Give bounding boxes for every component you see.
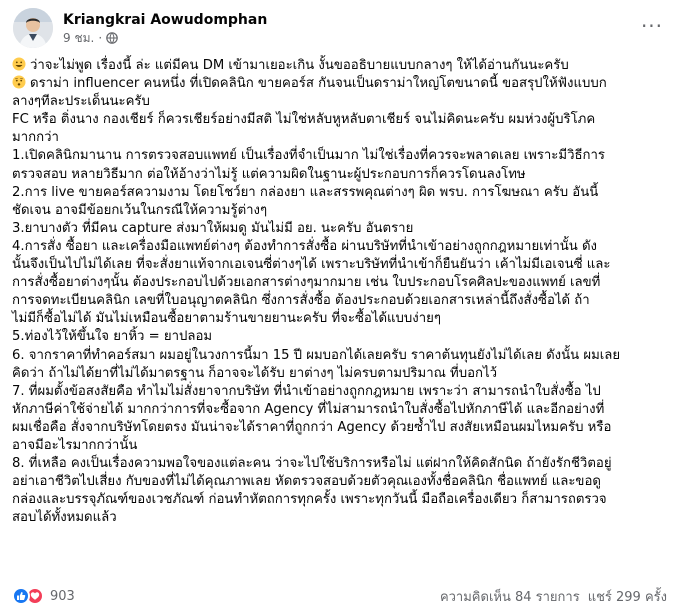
post-text-line (12, 419, 669, 437)
post-text: ว่าจะไม่พูด เรื่องนี้ ล่ะ แต่มีคน DM เข้ามาเยอะเกิน งั้นขออธิบายแบบกลางๆ ให้ได้อ่านกันนะครับ (30, 58, 569, 73)
post-text: 7. ที่ผมตั้งข้อสงสัยคือ ทำไมไม่สั่งยาจากบริษัท ที่นำเข้าอย่างถูกกฎหมาย เพราะว่า สามารถนำใบสั่งซื้อ ไป (12, 383, 601, 399)
post-text-line (12, 383, 669, 401)
post-text-line (12, 111, 669, 129)
post-text: 5.ท่องไว้ให้ขึ้นใจ ยาหิ้ว = ยาปลอม (12, 329, 213, 345)
post-text-line (12, 147, 669, 165)
post-stats (440, 586, 667, 607)
post-body (12, 57, 669, 527)
author-block (63, 11, 267, 46)
author-name[interactable]: Kriangkrai Aowudomphan (63, 11, 268, 28)
post-text-line (12, 509, 669, 527)
post-text: กล่องและบรรจุภัณฑ์ของเวชภัณฑ์ ก่อนทำหัตถการทุกครั้ง เพราะทุกวันนี้ มือถือเครื่องเดียว ก็สามารถตรวจ (12, 492, 607, 508)
hush-emoji-icon (12, 75, 26, 89)
post-text: อาจมีอะไรมากกว่านั้น (12, 437, 138, 453)
post-meta (63, 30, 267, 46)
post-text: ชัดเจน อาจมีข้อยกเว้นในกรณีให้ความรู้ต่างๆ (12, 202, 268, 218)
post-text-line (12, 328, 669, 346)
post-text: ไม่มีก็ซื้อไม่ได้ มันไม่เหมือนซื้อยาตามร้านขายยานะครับ ที่จะซื้อได้แบบง่ายๆ (12, 311, 441, 327)
reaction-count: 903 (50, 588, 75, 604)
post-text-line (12, 473, 669, 491)
post-text: 1.เปิดคลินิกมานาน การตรวจสอบแพทย์ เป็นเรื่องที่จำเป็นมาก ไม่ใช่เรื่องที่ควรจะพลาดเลย เพราะมีวิธีการ (12, 148, 606, 164)
post-text-line (12, 256, 669, 274)
post-text: ตรวจสอบ หลายวิธีมาก ต่อให้อ้างว่าไม่รู้ แต่ความผิดในฐานะผู้ประกอบการก็ควรโดนลงโทษ (12, 166, 526, 182)
post-text-line (12, 166, 669, 184)
post-text-line (12, 202, 669, 220)
post-text: มากกว่า (12, 130, 59, 146)
post-text-line (12, 365, 669, 383)
post-text-line (12, 220, 669, 238)
post-time[interactable]: 9 ชม. (63, 30, 95, 45)
post-text: ดราม่า influencer คนหนึ่ง ที่เปิดคลินิก ขายคอร์ส กันจนเป็นดราม่าใหญ่โตขนาดนี้ ขอสรุปให้ฟังแบบก (30, 76, 607, 92)
post-text: สอบได้ทั้งหมดแล้ว (12, 510, 117, 526)
post-text-line (12, 455, 669, 473)
post-text-line (12, 274, 669, 292)
post-text-line (12, 184, 669, 202)
post-text-line (12, 75, 669, 93)
post-text: 3.ยาบางตัว ที่มีคน capture ส่งมาให้ผมดู มันไม่มี อย. นะครับ อันตราย (12, 220, 414, 236)
shares-count[interactable]: แชร์ 299 ครั้ง (587, 589, 667, 605)
post-text-line (12, 93, 669, 111)
post-text: ผมเชื่อคือ สั่งจากบริษัทโดยตรง มันน่าจะได้ราคาที่ถูกกว่า Agency ด้วยซ้ำไป สงสัยเหมือนผมไหมครับ หรือ (12, 419, 612, 435)
post-text-line (12, 401, 669, 419)
meta-separator: · (98, 30, 103, 45)
post-text-line (12, 347, 669, 365)
post-text-line (12, 238, 669, 256)
post-text-line (12, 437, 669, 455)
post-text: นั้นจึงเป็นไปไม่ได้เลย ที่จะสั่งยาแท้จากเอเจนซี่ต่างๆได้ เพราะบริษัทที่นำเข้าก็ยืนยันว่า เค้าไม่มีเอเจนซี่ และ (12, 257, 611, 273)
post-text: 4.การสั่ง ซื้อยา และเครื่องมือแพทย์ต่างๆ ต้องทำการสั่งซื้อ ผ่านบริษัทที่นำเข้าอย่างถูกกฎหมายเท่านั้น ดัง (12, 238, 597, 254)
post-text: 2.การ live ขายคอร์สความงาม โดยโชว์ยา กล่องยา และสรรพคุณต่างๆ ผิด พรบ. การโฆษณา ครับ อันนี้ (12, 184, 599, 200)
post-footer (12, 584, 667, 608)
like-reaction-icon (12, 587, 30, 605)
post-text: 8. ที่เหลือ คงเป็นเรื่องความพอใจของแต่ละคน ว่าจะไปใช้บริการหรือไม่ แต่ฝากให้คิดสักนิด ถ้ายังรักชีวิตอยู่ (12, 456, 612, 472)
post-text: ลางๆทีละประเด็นนะครับ (12, 94, 150, 110)
post-text-line (12, 491, 669, 509)
post-text-line (12, 129, 669, 147)
post-text: การจดทะเบียนคลินิก เลขที่ใบอนุญาตคลินิก ซึ่งการสั่งซื้อ ต้องประกอบด้วยเอกสารเหล่านี้ถึงสั่งซื้อได้ ถ้า (12, 293, 590, 309)
post-text: อย่าเอาชีวิตไปเสี่ยง กับของที่ไม่ได้คุณภาพเลย หัดตรวจสอบด้วยตัวคุณเองทั้งชื่อคลินิก ชื่อแพทย์ และขอดู (12, 474, 601, 490)
post-text-line (12, 310, 669, 328)
more-options-icon[interactable]: ··· (640, 14, 664, 38)
post-text: คิดว่า ถ้าไม่ได้ยาที่ไม่ได้มาตรฐาน ก็อาจจะได้รับ ยาต่างๆ ไม่ครบตามปริมาณ ที่บอกไว้ (12, 365, 498, 381)
post-text-line (12, 292, 669, 310)
reactions-summary[interactable] (12, 587, 75, 605)
avatar[interactable] (13, 8, 53, 48)
comments-count[interactable]: ความคิดเห็น 84 รายการ (439, 589, 580, 605)
globe-icon (106, 32, 118, 44)
post-text: การสั่งซื้อยาต่างๆนั้น ต้องประกอบไปด้วยเอกสารต่างๆมากมาย เช่น ใบประกอบโรคศิลปะของแพทย์ เลขที่ (12, 275, 601, 291)
post-text: FC หรือ ติ่งนาง กองเชียร์ ก็ควรเชียร์อย่างมีสติ ไม่ใช่หลับหูหลับตาเชียร์ จนไม่คิดนะครับ ผมห่วงผู้บริโภค (12, 112, 596, 128)
post-text-line (12, 57, 669, 75)
post-text: หักภาษีค่าใช้จ่ายได้ มากกว่าการที่จะซื้อจาก Agency ที่ไม่สามารถนำใบสั่งซื้อไปหักภาษีได้ และอีกอย่างที่ (12, 401, 605, 417)
grin-emoji-icon (12, 57, 26, 71)
post-header (13, 8, 267, 48)
post-text: 6. จากราคาที่ทำคอร์สมา ผมอยู่ในวงการนี้มา 15 ปี ผมบอกได้เลยครับ ราคาต้นทุนยังไม่ได้เลย ดังนั้น ผมเลย (12, 347, 621, 363)
